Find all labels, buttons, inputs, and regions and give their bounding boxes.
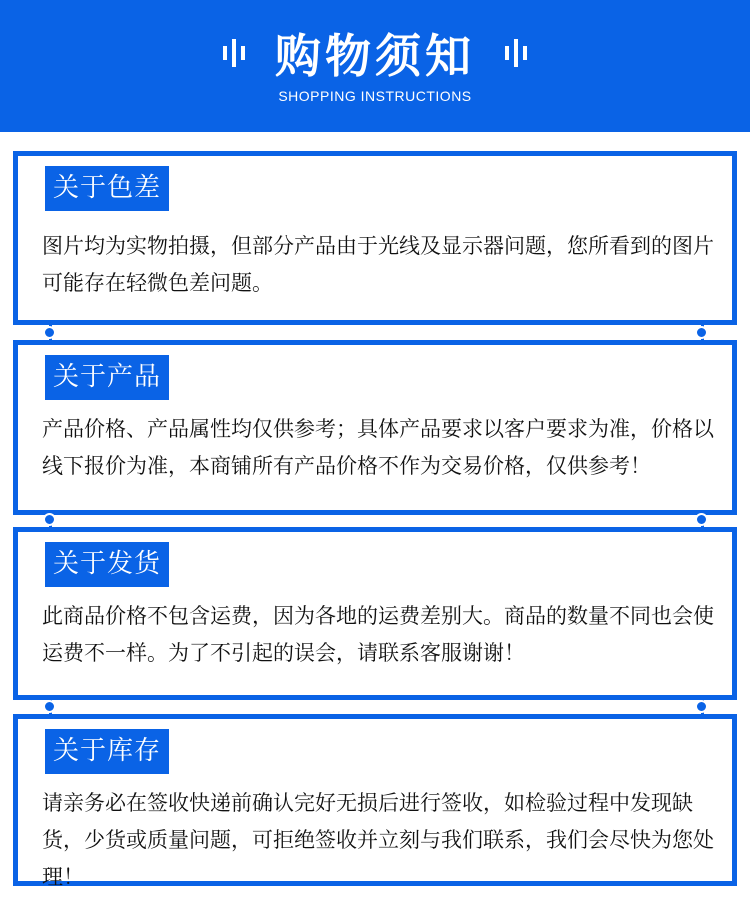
section-shipping bbox=[13, 527, 737, 700]
section-color-difference bbox=[13, 151, 737, 325]
section-body: 图片均为实物拍摄，但部分产品由于光线及显示器问题，您所看到的图片可能存在轻微色差问题。 bbox=[42, 234, 714, 295]
section-heading: 关于库存 bbox=[45, 729, 169, 774]
section-body: 请亲务必在签收快递前确认完好无损后进行签收，如检验过程中发现缺货，少货或质量问题，可拒绝签收并立刻与我们联系，我们会尽快为您处理！ bbox=[42, 791, 714, 889]
connector-dot bbox=[695, 513, 708, 526]
page-title: 购物须知 bbox=[275, 29, 475, 83]
section-heading: 关于发货 bbox=[45, 542, 169, 587]
connector-dot bbox=[43, 700, 56, 713]
connector-dot bbox=[695, 326, 708, 339]
connector-dot bbox=[695, 700, 708, 713]
section-stock bbox=[13, 714, 737, 889]
section-product bbox=[13, 340, 737, 515]
connector-dot bbox=[43, 326, 56, 339]
bars-icon bbox=[505, 38, 527, 68]
connector-dot bbox=[43, 513, 56, 526]
section-heading: 关于色差 bbox=[45, 166, 169, 211]
page-subtitle: SHOPPING INSTRUCTIONS bbox=[278, 88, 472, 104]
section-body: 产品价格、产品属性均仅供参考；具体产品要求以客户要求为准，价格以线下报价为准，本商铺所有产品价格不作为交易价格，仅供参考！ bbox=[42, 417, 714, 478]
section-heading: 关于产品 bbox=[45, 355, 169, 400]
header-banner bbox=[0, 0, 750, 132]
bars-icon bbox=[223, 38, 245, 68]
section-body: 此商品价格不包含运费，因为各地的运费差别大。商品的数量不同也会使运费不一样。为了不引起的误会，请联系客服谢谢！ bbox=[42, 604, 714, 665]
title-row bbox=[0, 18, 750, 88]
